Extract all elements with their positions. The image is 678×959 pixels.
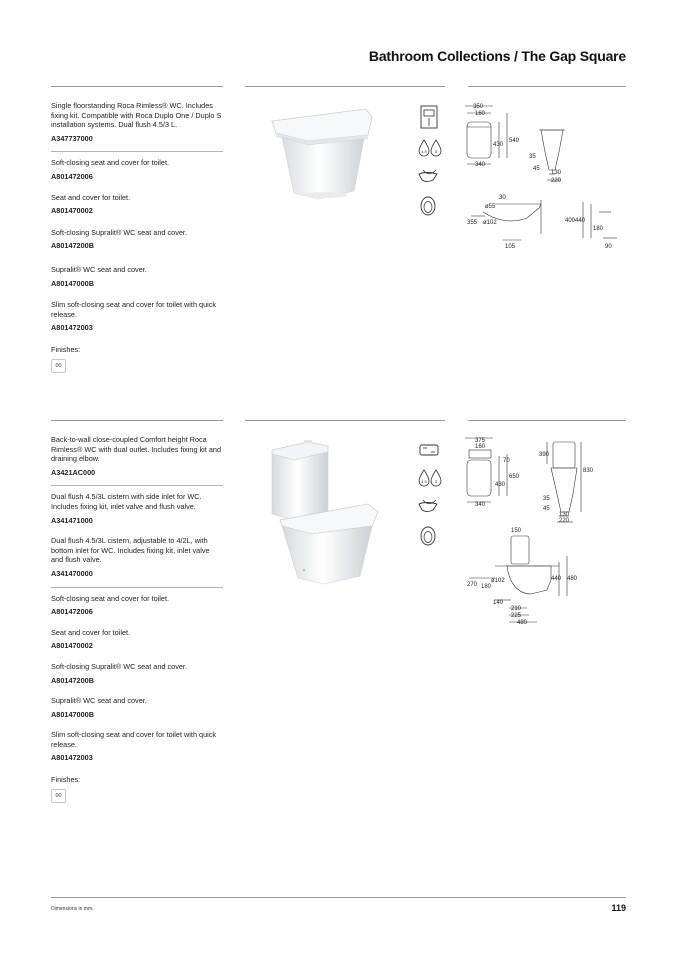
page-number: 119: [611, 903, 626, 913]
dim-label: 130: [559, 512, 570, 518]
section2-feature-icons: [417, 440, 445, 556]
product-item: [51, 300, 223, 333]
dim-label: 210: [511, 606, 522, 612]
footer-note: Dimensions in mm.: [51, 906, 94, 912]
soft-close-seat-icon: [417, 194, 439, 218]
product-description: Soft-closing Supralit® WC seat and cover.: [51, 227, 187, 237]
section1-feature-icons: [417, 104, 445, 226]
product-item: [51, 101, 223, 143]
dim-label: 130: [551, 170, 562, 176]
duplo-installation-icon: [417, 104, 441, 130]
dim-label: 45: [543, 506, 550, 512]
dim-label: 30: [499, 195, 506, 201]
product-code: A341471000: [51, 515, 93, 525]
product-code: A801472003: [51, 323, 93, 333]
dim-label: 430: [495, 482, 506, 488]
product-item: [51, 628, 223, 651]
dim-label: 430: [493, 142, 504, 148]
product-item: [51, 662, 223, 685]
dim-label: 440: [575, 218, 586, 224]
section2-rule-text: [51, 420, 223, 421]
product-description: Slim soft-closing seat and cover for toilet with quick release.: [51, 300, 217, 319]
product-description: Seat and cover for toilet.: [51, 192, 131, 202]
finishes-label: Finishes:: [51, 344, 81, 354]
product-item: [51, 158, 223, 181]
dim-label: 400: [565, 218, 576, 224]
svg-text:4.5: 4.5: [421, 479, 427, 484]
dim-label: 70: [503, 458, 510, 464]
section1-rule-image: [245, 86, 445, 87]
product-item: [51, 536, 223, 578]
product-item: [51, 435, 223, 477]
dim-label: 270: [467, 582, 478, 588]
dim-label: 650: [509, 474, 520, 480]
rimless-flush-icon: [417, 166, 441, 186]
product-code: A80147000B: [51, 709, 95, 719]
section2-rule-drawing: [468, 420, 626, 421]
divider: [51, 151, 223, 152]
product-description: Soft-closing Supralit® WC seat and cover.: [51, 661, 187, 671]
product-description: Slim soft-closing seat and cover for toilet with quick release.: [51, 730, 217, 749]
dim-label: 220: [551, 178, 562, 184]
dim-label: 390: [539, 452, 550, 458]
svg-text:3: 3: [434, 149, 438, 154]
product-description: Dual flush 4.5/3L cistern, adjustable to 4/2L, with bottom inlet for WC. Includes fixing kit, inlet valve and flush valve.: [51, 536, 210, 565]
section1-technical-drawing: [455, 100, 630, 255]
product-description: Soft-closing seat and cover for toilet.: [51, 158, 170, 168]
product-code: A80147200B: [51, 241, 95, 251]
dim-label: 105: [505, 244, 516, 250]
page-title: Bathroom Collections / The Gap Square: [368, 48, 626, 64]
product-code: A801472003: [51, 753, 93, 763]
dim-label: 225: [511, 613, 522, 619]
close-coupled-wc-image: [268, 438, 383, 588]
section1-rule-text: [51, 86, 223, 87]
section2-technical-drawing: [455, 434, 630, 634]
soft-close-seat-icon: [417, 524, 439, 548]
dim-label: 160: [475, 444, 486, 450]
dual-flush-45-3-icon: [417, 138, 443, 158]
finish-swatch[interactable]: 00: [51, 789, 66, 803]
rimless-flush-icon: [417, 496, 441, 516]
svg-text:4.5: 4.5: [421, 149, 427, 154]
product-code: A80147000B: [51, 278, 95, 288]
dim-label: 150: [511, 528, 522, 534]
dim-label: 140: [493, 600, 504, 606]
dim-label: 440: [551, 576, 562, 582]
product-description: Supralit® WC seat and cover.: [51, 696, 147, 706]
product-description: Seat and cover for toilet.: [51, 627, 131, 637]
product-item: [51, 594, 223, 617]
product-code: A80147200B: [51, 675, 95, 685]
dim-label: 350: [473, 104, 484, 110]
product-code: A801472006: [51, 607, 93, 617]
product-item: [51, 265, 223, 288]
dim-label: 90: [605, 244, 612, 250]
svg-text:3: 3: [434, 479, 438, 484]
section2-product-list: [51, 435, 223, 803]
divider: [51, 485, 223, 486]
dim-label: 340: [475, 502, 486, 508]
dim-label: 375: [475, 438, 486, 444]
product-description: Dual flush 4.5/3L cistern with side inlet for WC. Includes fixing kit, inlet valve and flush valve.: [51, 492, 202, 511]
dim-label: 160: [475, 111, 486, 117]
product-code: A347737000: [51, 133, 93, 143]
dim-label: 35: [543, 496, 550, 502]
dual-flush-45-3-icon: [417, 468, 443, 488]
divider: [51, 587, 223, 588]
product-description: Supralit® WC seat and cover.: [51, 264, 147, 274]
product-code: A3421AC000: [51, 467, 96, 477]
finish-swatch[interactable]: 00: [51, 359, 66, 373]
dim-label: 355: [467, 220, 478, 226]
section1-product-list: [51, 101, 223, 373]
product-code: A341470000: [51, 568, 93, 578]
product-item: [51, 730, 223, 763]
product-code: A801472006: [51, 171, 93, 181]
section2-rule-image: [245, 420, 445, 421]
footer-rule: [51, 897, 626, 898]
product-item: [51, 193, 223, 216]
floorstanding-wc-image: [268, 103, 378, 203]
dim-label: 220: [559, 518, 570, 524]
product-item: [51, 696, 223, 719]
product-code: A801470002: [51, 206, 93, 216]
finishes-label: Finishes:: [51, 775, 81, 785]
dim-label: ø102: [491, 578, 505, 584]
dim-label: ø55: [485, 204, 496, 210]
product-description: Single floorstanding Roca Rimless® WC. Includes fixing kit. Compatible with Roca Duplo One / Duplo S installation systems. Dual flush 4.5/3 L.: [51, 101, 222, 130]
product-item: [51, 228, 223, 251]
dim-label: 180: [481, 584, 492, 590]
dim-label: 35: [529, 154, 536, 160]
product-item: [51, 492, 223, 525]
dim-label: 180: [593, 226, 604, 232]
dim-label: 340: [475, 162, 486, 168]
section1-rule-drawing: [468, 86, 626, 87]
dim-label: 830: [583, 468, 594, 474]
close-coupled-cistern-icon: [417, 440, 443, 460]
dim-label: 45: [533, 166, 540, 172]
dim-label: 480: [567, 576, 578, 582]
product-code: A801470002: [51, 641, 93, 651]
product-description: Soft-closing seat and cover for toilet.: [51, 593, 170, 603]
product-description: Back-to-wall close-coupled Comfort height Roca Rimless® WC with dual outlet. Includes fixing kit and draining elbow.: [51, 435, 222, 464]
dim-label: ø102: [483, 220, 497, 226]
dim-label: 480: [517, 620, 528, 626]
dim-label: 540: [509, 138, 520, 144]
